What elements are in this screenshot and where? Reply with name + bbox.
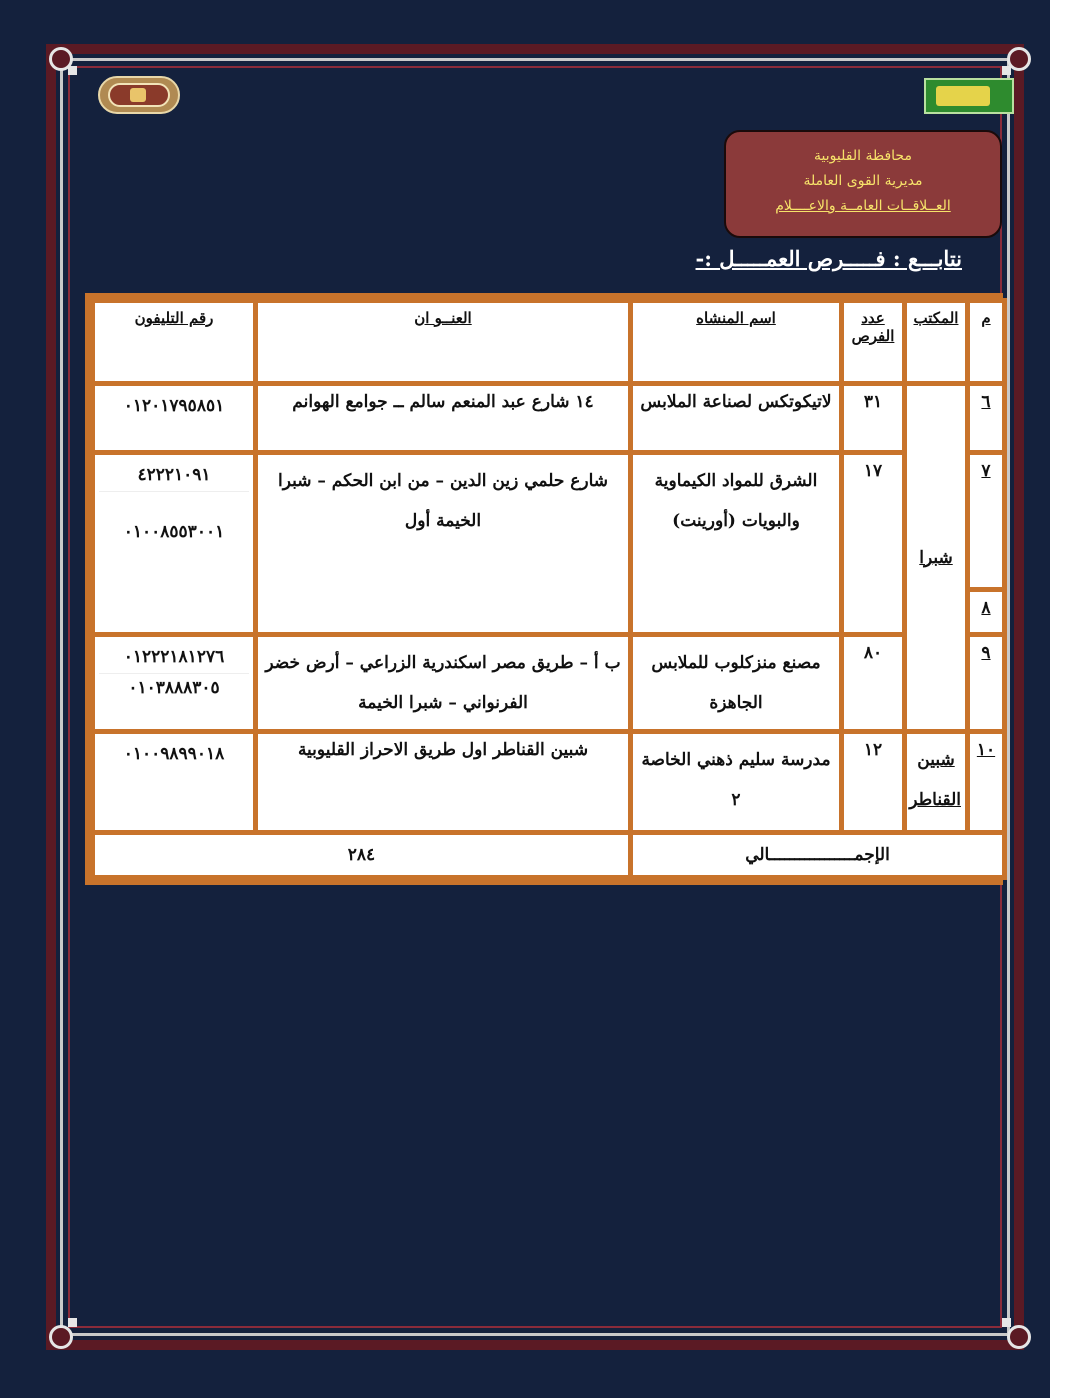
row-address: شارع حلمي زين الدين – من ابن الحكم – شبرا الخيمة أول (258, 455, 628, 632)
row-index: ٧ (970, 455, 1002, 587)
row-company: لاتيكوتكس لصناعة الملابس (633, 386, 839, 450)
page-title: نتابـــع : فـــــرص العمـــــل :- (695, 246, 962, 271)
header-address: العنــو ان (258, 303, 628, 381)
jobs-table (90, 298, 1007, 880)
row-company: الشرق للمواد الكيماوية والبويات (أورينت) (633, 455, 839, 632)
header-directorate: مديرية القوى العاملة (803, 173, 923, 189)
corner-ornament-icon (46, 1322, 76, 1352)
row-office (907, 386, 965, 729)
phone-primary: ٠١٠٠٩٨٩٩٠١٨ (123, 744, 225, 764)
row-index: ٦ (970, 386, 1002, 450)
row-phone (95, 734, 253, 830)
row-address: ب أ – طريق مصر اسكندرية الزراعي – أرض خضر الفرنواني – شبرا الخيمة (258, 637, 628, 729)
qalyubia-governorate-logo-icon (924, 78, 1014, 114)
phone-primary: ٠١٢٠١٧٩٥٨٥١ (123, 396, 225, 416)
row-phone (95, 455, 253, 632)
table-row (95, 386, 1002, 450)
row-address: ١٤ شارع عبد المنعم سالم ــ جوامع الهوانم (258, 386, 628, 450)
total-row (95, 835, 1002, 875)
header-index: م (970, 303, 1002, 381)
header-company: اسم المنشاه (633, 303, 839, 381)
row-count: ٨٠ (844, 637, 902, 729)
phone-primary: ٤٢٢٢١٠٩١ (99, 461, 249, 492)
header-box (724, 130, 1002, 238)
header-office: المكتب (907, 303, 965, 381)
table-header-row (95, 303, 1002, 381)
egypt-eagle-emblem-icon (98, 76, 180, 114)
corner-ornament-icon (1004, 44, 1034, 74)
row-address: شبين القناطر اول طريق الاحراز القليوبية (258, 734, 628, 830)
row-count: ٣١ (844, 386, 902, 450)
row-company: مصنع منزكلوب للملابس الجاهزة (633, 637, 839, 729)
header-count: عدد الفرص (844, 303, 902, 381)
total-value: ٢٨٤ (95, 835, 628, 875)
phone-secondary: ٠١٠٠٨٥٥٣٠٠١ (123, 522, 225, 542)
row-count: ١٧ (844, 455, 902, 632)
phone-secondary: ٠١٠٣٨٨٨٣٠٥ (128, 678, 220, 698)
jobs-table-wrapper (85, 293, 1003, 885)
row-company: مدرسة سليم ذهني الخاصة ٢ (633, 734, 839, 830)
row-count: ١٢ (844, 734, 902, 830)
corner-ornament-icon (46, 44, 76, 74)
header-department: العــلاقــات العامــة والاعــــلام (775, 198, 951, 214)
header-phone: رقم التليفون (95, 303, 253, 381)
table-row (95, 455, 1002, 587)
row-index: ٩ (970, 637, 1002, 729)
table-row (95, 734, 1002, 830)
office-shubra: شبرا (919, 547, 953, 568)
row-office: شبين القناطر (907, 734, 965, 830)
total-label: الإجمـــــــــــــــــالي (633, 835, 1002, 875)
corner-ornament-icon (1004, 1322, 1034, 1352)
row-phone (95, 637, 253, 729)
row-index: ١٠ (970, 734, 1002, 830)
phone-primary: ٠١٢٢٢١٨١٢٧٦ (99, 643, 249, 674)
row-phone (95, 386, 253, 450)
table-row (95, 637, 1002, 729)
row-index: ٨ (970, 592, 1002, 632)
header-governorate: محافظة القليوبية (814, 148, 912, 164)
